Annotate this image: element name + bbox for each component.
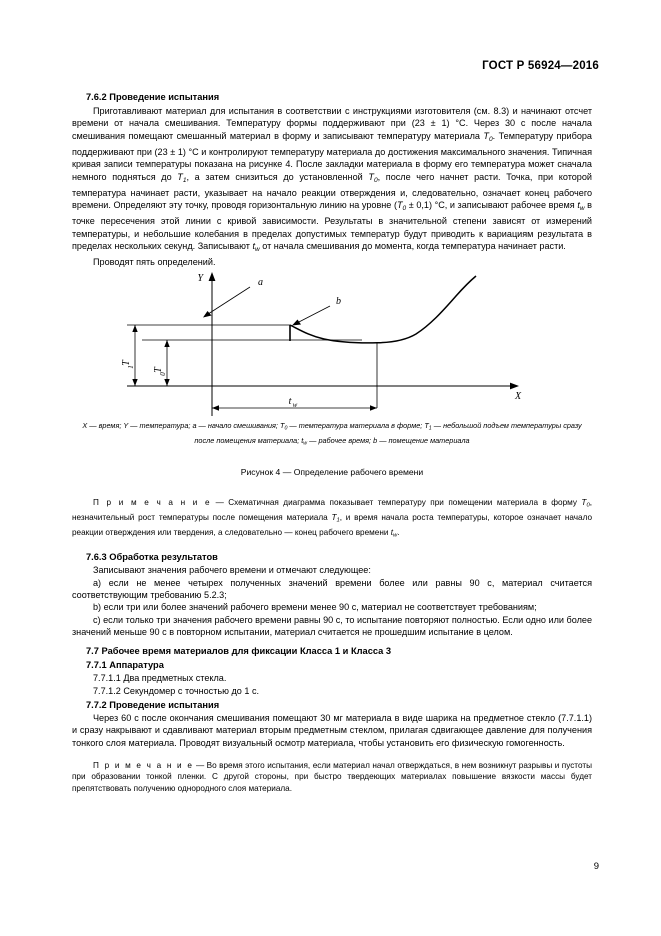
text-fragment: . Температуру прибора поддерживают при (23 ± 1) °С и контролируют температуру материала до достижения максимального значения. Типичная кривая записи температуры показана на рисунке 4. После закладки материала в форму его температура может сначала немного подняться до xyxy=(72,130,592,182)
heading-7-6-2: 7.6.2 Проведение испытания xyxy=(86,92,220,102)
t1-axis-label-sub: 1 xyxy=(127,365,135,370)
page-header: ГОСТ Р 56924—2016 xyxy=(482,60,599,72)
t0-axis-label: T xyxy=(153,367,164,374)
figure-4-svg xyxy=(72,268,592,420)
t1-dim-arrow-bottom xyxy=(132,379,137,386)
legend-text: X — время; Y — температура; a — начало смешивания; $T_0$ — температура материала в форме; $T_1$ — небольшой подъем температуры сразу после помещения материала; $t_w$ — рабочее время; b — помещение материала xyxy=(82,421,582,447)
symbol-T0: $T_0$ xyxy=(483,130,493,143)
tw-axis-label: t xyxy=(288,396,292,408)
note-1 xyxy=(72,497,592,542)
paragraph-7-7-2-1: Через 60 с после окончания смешивания помещают 30 мг материала в виде шарика на предметное стекло (7.7.1.1) и сразу накрывают и сдавливают материал вторым предметным стеклом, прилагая сдвигающее давление для получения тонкого слоя материала. Проводят визуальный осмотр материала, чтобы установить его физическую гомогенность. xyxy=(72,712,592,748)
heading-7-7-2: 7.7.2 Проведение испытания xyxy=(86,699,220,710)
symbol-tw-2: $t_w$ xyxy=(252,240,260,253)
note-2-text: — Во время этого испытания, если материал начал отверждаться, в нем возникнут разрывы и пустоты при образовании тонкой пленки. С другой стороны, при быстро твердеющих материалах повышение вязкости массы будет препятствовать получению однородного слоя материала. xyxy=(72,760,592,793)
paragraph-7-6-3-intro: Записывают значения рабочего времени и отмечают следующее: xyxy=(93,565,371,576)
heading-7-7-1: 7.7.1 Аппаратура xyxy=(86,660,164,671)
note-1-text-a: — Схематичная диаграмма показывает температуру при помещении материала в форму xyxy=(211,498,582,508)
text-fragment: в точке пересечения этой линии с кривой зависимости. Результаты в значительной степени зависят от измерений температуры, и небольшие колебания в пределах допустимых температур будут приводить к вариациям результата в пределах нескольких секунд. Записывают xyxy=(72,200,592,251)
label-b-text: b xyxy=(336,296,341,308)
label-b-leader xyxy=(295,306,330,324)
t0-axis-label-sub: 0 xyxy=(159,372,167,377)
y-axis-arrowhead xyxy=(209,272,216,281)
text-fragment: от начала смешивания до момента, когда температура начинает расти. xyxy=(259,240,566,251)
note-1-text-b: , незначительный рост температуры после помещения материала xyxy=(72,498,592,523)
paragraph-7-6-2-1 xyxy=(72,105,592,256)
note1-symbol-tw: $t_w$ xyxy=(390,528,398,539)
label-a-arrowhead xyxy=(203,311,212,318)
text-fragment: , а затем снизиться до установленной xyxy=(186,171,369,182)
list-item-c: c) если только три значения рабочего времени равны 90 с, то испытание повторяют полностью. Если одно или более значений меньше 90 с в повторном испытании, материал считается не прошедшим испытание в целом. xyxy=(72,614,592,637)
tw-dim-arrow-left xyxy=(212,406,219,411)
figure-legend xyxy=(72,420,592,449)
clause-7-7-1-1: 7.7.1.1 Два предметных стекла. xyxy=(93,673,227,684)
symbol-tw: $t_w$ xyxy=(577,200,585,212)
figure-caption: Рисунок 4 — Определение рабочего времени xyxy=(240,467,424,478)
t0-dim-arrow-bottom xyxy=(164,379,169,386)
list-item-a: a) если не менее четырех полученных значений времени более или равны 90 с, материал считается соответствующим требованию 5.2.3; xyxy=(72,577,592,600)
heading-7-7: 7.7 Рабочее время материалов для фиксации Класса 1 и Класса 3 xyxy=(86,646,392,657)
note-2-word: П р и м е ч а н и е xyxy=(93,760,194,770)
y-axis-name: Y xyxy=(197,273,203,285)
note1-symbol-T1: $T_1$ xyxy=(331,513,340,524)
t1-axis-label: T xyxy=(121,360,132,367)
label-b-arrowhead xyxy=(292,320,301,326)
note-1-text-d: . xyxy=(397,528,400,538)
list-item-b: b) если три или более значений рабочего времени менее 90 с, материал не соответствует требованиям; xyxy=(93,602,537,613)
paragraph-7-6-2-2: Проводят пять определений. xyxy=(93,257,216,268)
note1-symbol-T0: $T_0$ xyxy=(581,498,590,510)
tw-dim-arrow-right xyxy=(370,406,377,411)
note-1-word: П р и м е ч а н и е xyxy=(93,498,212,508)
x-axis-arrowhead xyxy=(510,383,519,390)
page-number: 9 xyxy=(593,861,599,872)
note-2 xyxy=(72,760,592,794)
t1-dim-arrow-top xyxy=(132,325,137,332)
page-content xyxy=(72,92,592,794)
temperature-curve xyxy=(290,276,476,343)
note-1-text-c: , и время начала роста температуры, которое означает начало реакции отверждения или твердения, а следовательно — конец рабочего времени xyxy=(72,513,593,538)
text-fragment: ± 0,1) °С, и записывают рабочее время xyxy=(406,200,578,211)
text-fragment: Приготавливают материал для испытания в соответствии с инструкциями изготовителя (см. 8.3) и начинают отсчет времени от начала смешивания. Температуру формы поддерживают при (23 ± 1) °С. Через 30 с после начала смешивания помещают смешанный материал в форму и записывают температуру материала xyxy=(72,106,592,141)
figure-4 xyxy=(72,268,592,420)
t0-dim-arrow-top xyxy=(164,340,169,347)
symbol-T0-b: $T_0$ xyxy=(368,171,378,184)
heading-7-6-3: 7.6.3 Обработка результатов xyxy=(86,552,218,563)
tw-axis-label-sub: w xyxy=(292,401,298,410)
x-axis-name: X xyxy=(515,391,522,403)
symbol-T0-c: $T_0$ xyxy=(396,200,407,212)
text-fragment: , после чего начнет расти. Точка, при которой температура начинает расти, указывает на начало реакции отверждения и, следовательно, означает конец рабочего времени. Определяют эту точку, проводя горизонтальную линию на уровне ( xyxy=(72,171,593,211)
symbol-T1: $T_1$ xyxy=(177,171,187,184)
label-a-text: a xyxy=(258,277,263,289)
clause-7-7-1-2: 7.7.1.2 Секундомер с точностью до 1 с. xyxy=(93,685,260,696)
